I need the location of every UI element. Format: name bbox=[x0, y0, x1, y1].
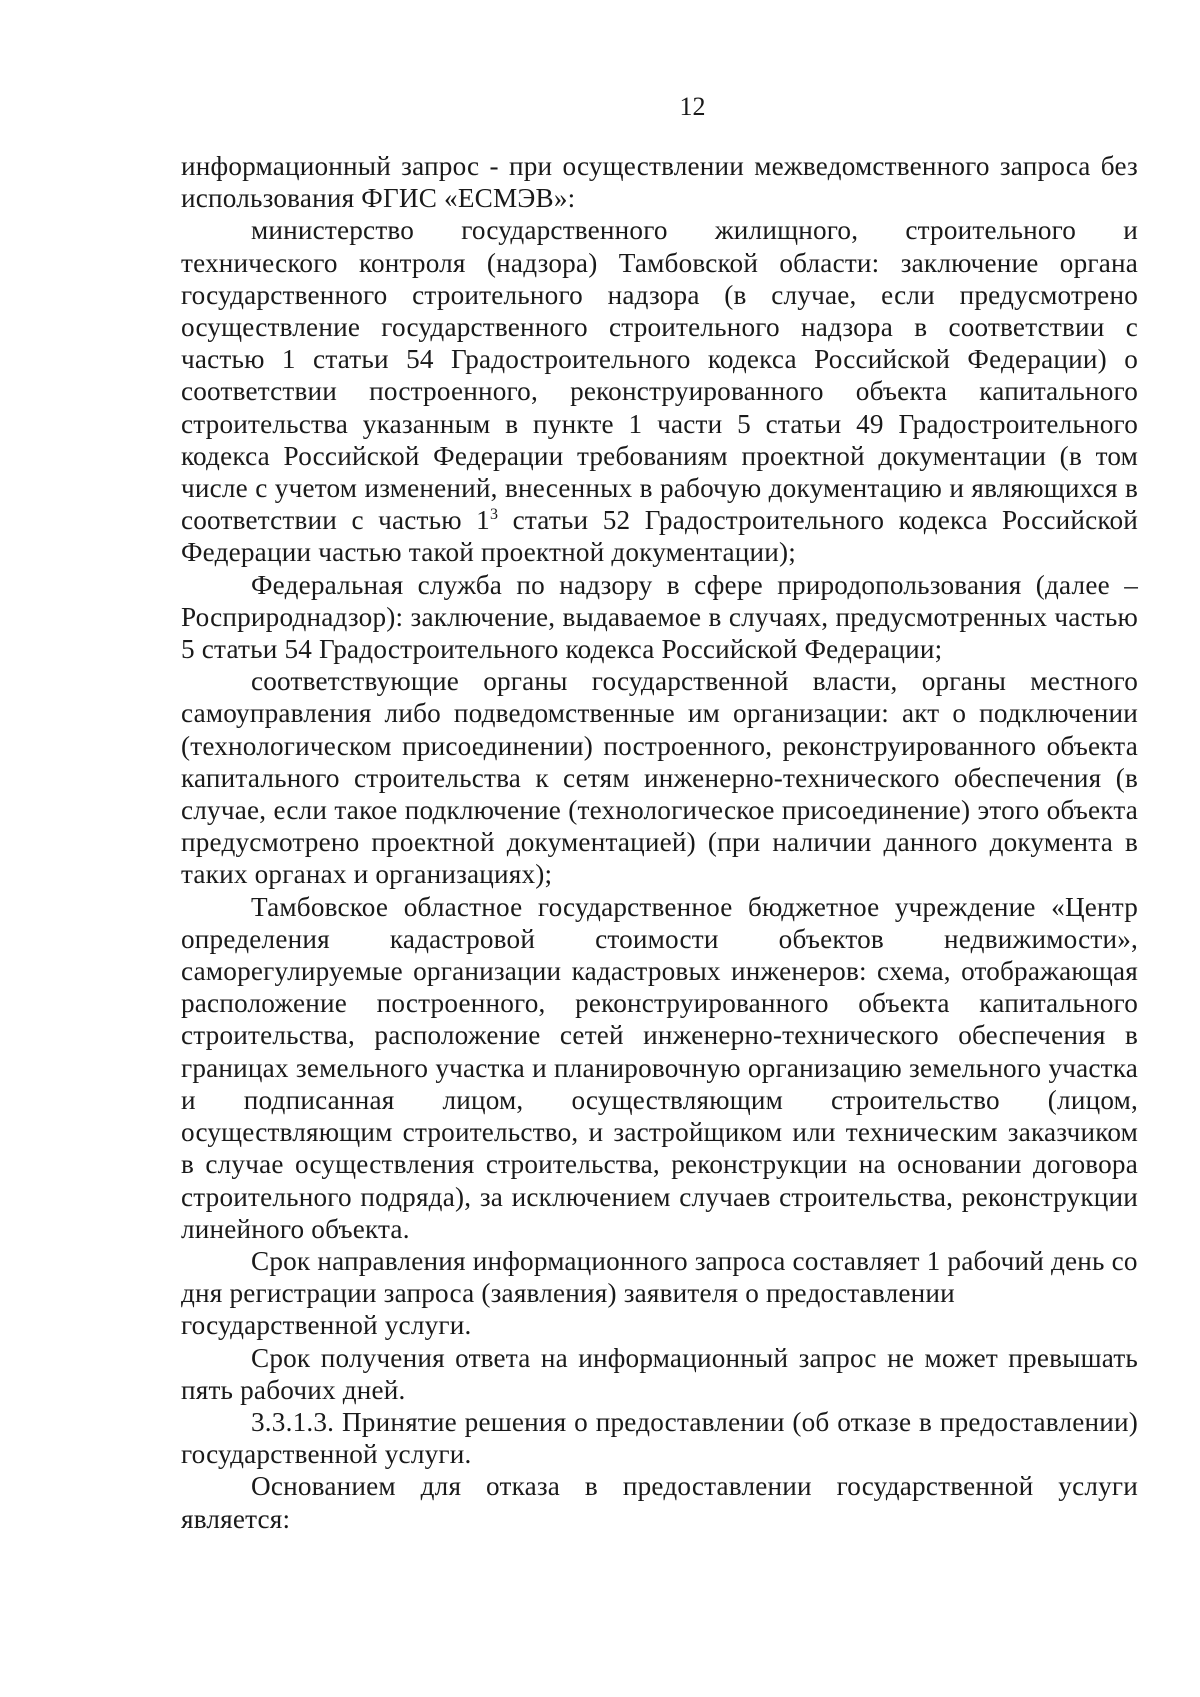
paragraph-ministry-text-before: министерство государственного жилищного, строительного и технического контроля (надзора) Тамбовской области: заключение органа государственного строительного надзора (в случае, если предусмотрено осуществление государственного строительного надзора в соответствии с частью 1 статьи 54 Градостроительного кодекса Российской Федерации) о соответствии построенного, реконструированного объекта капитального строительства указанным в пункте 1 части 5 статьи 49 Градостроительного кодекса Российской Федерации требованиям проектной документации (в том числе с учетом изменений, внесенных в рабочую документацию и являющихся в соответствии с частью 1 bbox=[181, 215, 1138, 536]
paragraph-ministry-text-after: статьи 52 Градостроительного кодекса Российской Федерации частью такой проектной документации); bbox=[181, 505, 1138, 568]
paragraph-request-deadline: Срок направления информационного запроса составляет 1 рабочий день со дня регистрации запроса (заявления) заявителя о предоставлении государственной услуги. bbox=[181, 1245, 1138, 1341]
page-number: 12 bbox=[679, 92, 706, 121]
paragraph-information-request: информационный запрос - при осуществлении межведомственного запроса без использования ФГИС «ЕСМЭВ»: bbox=[181, 151, 1138, 214]
paragraph-ministry-construction-control bbox=[181, 214, 1138, 568]
paragraph-state-authorities: соответствующие органы государственной власти, органы местного самоуправления либо подведомственные им организации: акт о подключении (технологическом присоединении) построенного, реконструированного объекта капитального строительства к сетям инженерно-технического обеспечения (в случае, если такое подключение (технологическое присоединение) этого объекта предусмотрено проектной документацией) (при наличии данного документа в таких органах и организациях); bbox=[181, 666, 1138, 890]
paragraph-rosprirodnadzor: Федеральная служба по надзору в сфере природопользования (далее – Росприроднадзор): заключение, выдаваемое в случаях, предусмотренных частью 5 статьи 54 Градостроительного кодекса Российской Федерации; bbox=[181, 569, 1138, 665]
paragraph-refusal-grounds: Основанием для отказа в предоставлении государственной услуги является: bbox=[181, 1471, 1138, 1534]
paragraph-decision-section: 3.3.1.3. Принятие решения о предоставлении (об отказе в предоставлении) государственной услуги. bbox=[181, 1406, 1138, 1470]
superscript-number: 3 bbox=[489, 506, 499, 524]
paragraph-cadastral-center: Тамбовское областное государственное бюджетное учреждение «Центр определения кадастровой стоимости объектов недвижимости», саморегулируемые организации кадастровых инженеров: схема, отображающая расположение построенного, реконструированного объекта капитального строительства, расположение сетей инженерно-технического обеспечения в границах земельного участка и планировочную организацию земельного участка и подписанная лицом, осуществляющим строительство (лицом, осуществляющим строительство, и застройщиком или техническим заказчиком в случае осуществления строительства, реконструкции на основании договора строительного подряда), за исключением случаев строительства, реконструкции линейного объекта. bbox=[181, 891, 1138, 1244]
paragraph-response-deadline: Срок получения ответа на информационный запрос не может превышать пять рабочих дней. bbox=[181, 1342, 1138, 1405]
document-body bbox=[181, 150, 1138, 1535]
